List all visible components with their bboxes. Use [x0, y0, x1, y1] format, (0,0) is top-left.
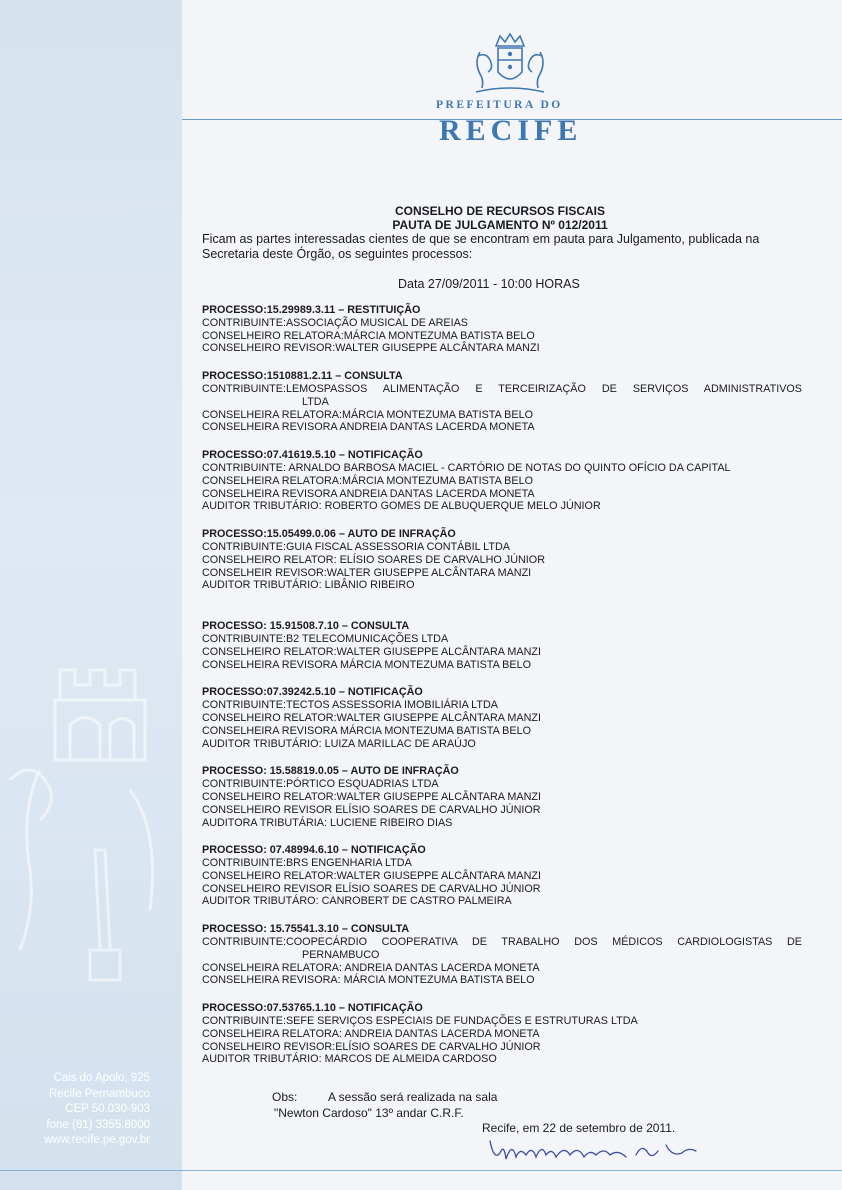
process-line: CONSELHEIRO RELATOR:WALTER GIUSEPPE ALCÂNTARA MANZI — [202, 711, 541, 724]
process-line: AUDITOR TRIBUTÁRO: CANROBERT DE CASTRO PALMEIRA — [202, 895, 512, 908]
process-line: CONSELHEIRO REVISOR:ELÍSIO SOARES DE CARVALHO JÚNIOR — [202, 1040, 541, 1053]
process-header: PROCESSO:1510881.2.11 – CONSULTA — [202, 370, 403, 383]
process-line: CONSELHEIRO RELATOR:WALTER GIUSEPPE ALCÂNTARA MANZI — [202, 645, 541, 658]
process-header: PROCESSO:07.53765.1.10 – NOTIFICAÇÃO — [202, 1002, 423, 1015]
process-line: AUDITOR TRIBUTÁRIO: LIBÂNIO RIBEIRO — [202, 579, 415, 592]
process-line: CONSELHEIRA REVISORA MÁRCIA MONTEZUMA BATISTA BELO — [202, 724, 531, 737]
process-line: CONTRIBUINTE:TECTOS ASSESSORIA IMOBILIÁRIA LTDA — [202, 699, 498, 712]
process-line: PERNAMBUCO — [302, 948, 380, 961]
process-header: PROCESSO:07.41619.5.10 – NOTIFICAÇÃO — [202, 449, 423, 462]
process-line: CONSELHEIRA REVISORA ANDREIA DANTAS LACERDA MONETA — [202, 421, 535, 434]
process-line: CONSELHEIRA RELATORA: ANDREIA DANTAS LACERDA MONETA — [202, 1027, 540, 1040]
process-line: AUDITOR TRIBUTÁRIO: ROBERTO GOMES DE ALBUQUERQUE MELO JÚNIOR — [202, 500, 601, 513]
obs-label: Obs: — [272, 1090, 298, 1104]
process-line: CONSELHEIRA REVISORA MÁRCIA MONTEZUMA BATISTA BELO — [202, 658, 531, 671]
process-line: CONSELHEIRA RELATORA:MÁRCIA MONTEZUMA BATISTA BELO — [202, 408, 533, 421]
process-header: PROCESSO:15.29989.3.11 – RESTITUIÇÃO — [202, 304, 421, 316]
place-and-date: Recife, em 22 de setembro de 2011. — [482, 1121, 676, 1135]
process-line: CONTRIBUINTE: ARNALDO BARBOSA MACIEL - CARTÓRIO DE NOTAS DO QUINTO OFÍCIO DA CAPITAL — [202, 461, 731, 474]
process-line: CONSELHEIRA REVISORA: MÁRCIA MONTEZUMA BATISTA BELO — [202, 974, 535, 987]
process-entry — [202, 1002, 802, 1066]
address-website: www.recife.pe.gov.br — [44, 1134, 150, 1147]
process-entry — [202, 449, 802, 513]
process-line: CONTRIBUINTE:GUIA FISCAL ASSESSORIA CONTÁBIL LTDA — [202, 540, 510, 553]
process-entry — [202, 686, 802, 750]
process-entry — [202, 528, 802, 592]
process-entry — [202, 923, 802, 987]
document-subtitle: PAUTA DE JULGAMENTO Nº 012/2011 — [392, 218, 608, 232]
obs-room: "Newton Cardoso" 13º andar C.R.F. — [274, 1106, 464, 1120]
session-date: Data 27/09/2011 - 10:00 HORAS — [398, 277, 580, 291]
process-header: PROCESSO: 07.48994.6.10 – NOTIFICAÇÃO — [202, 844, 426, 857]
process-line: CONSELHEIRO REVISOR ELÍSIO SOARES DE CARVALHO JÚNIOR — [202, 803, 541, 816]
intro-paragraph: Ficam as partes interessadas cientes de que se encontram em pauta para Julgamento, publicada na Secretaria deste Órgão, os seguintes processos: — [202, 232, 760, 261]
coat-of-arms-logo — [470, 32, 550, 98]
process-line: CONSELHEIRA RELATORA: ANDREIA DANTAS LACERDA MONETA — [202, 961, 540, 974]
address-phone: fone (81) 3355.8000 — [46, 1118, 150, 1131]
header-prefeitura: PREFEITURA DO — [436, 99, 563, 111]
process-line: CONSELHEIR REVISOR:WALTER GIUSEPPE ALCÂNTARA MANZI — [202, 566, 532, 579]
process-header: PROCESSO: 15.91508.7.10 – CONSULTA — [202, 620, 410, 633]
process-entry — [202, 304, 802, 355]
process-line: CONSELHEIRO RELATOR: ELÍSIO SOARES DE CARVALHO JÚNIOR — [202, 553, 545, 566]
process-line: CONTRIBUINTE:PÓRTICO ESQUADRIAS LTDA — [202, 778, 439, 791]
obs-text: A sessão será realizada na sala — [328, 1090, 498, 1104]
process-line: CONTRIBUINTE:COOPECÁRDIO COOPERATIVA DE TRABALHO DOS MÉDICOS CARDIOLOGISTAS DE — [202, 936, 802, 949]
process-line: CONTRIBUINTE:SEFE SERVIÇOS ESPECIAIS DE FUNDAÇÕES E ESTRUTURAS LTDA — [202, 1015, 638, 1028]
process-entry — [202, 370, 802, 434]
process-line: CONSELHEIRA RELATORA:MÁRCIA MONTEZUMA BATISTA BELO — [202, 474, 533, 487]
header-city-name: RECIFE — [439, 114, 583, 147]
process-line: LTDA — [302, 395, 329, 408]
process-line: AUDITOR TRIBUTÁRIO: MARCOS DE ALMEIDA CARDOSO — [202, 1053, 497, 1066]
address-street: Cais do Apolo, 925 — [53, 1072, 150, 1084]
handwritten-signature — [486, 1133, 701, 1167]
process-entry — [202, 620, 802, 671]
document-title: CONSELHO DE RECURSOS FISCAIS — [394, 204, 606, 218]
process-header: PROCESSO:15.05499.0.06 – AUTO DE INFRAÇÃO — [202, 528, 456, 541]
process-entry — [202, 765, 802, 829]
process-list — [202, 304, 802, 1066]
process-entry — [202, 844, 802, 908]
process-line: CONSELHEIRO REVISOR ELÍSIO SOARES DE CARVALHO JÚNIOR — [202, 882, 541, 895]
process-line: CONTRIBUINTE:LEMOSPASSOS ALIMENTAÇÃO E TERCEIRIZAÇÃO DE SERVIÇOS ADMINISTRATIVOS — [202, 382, 802, 395]
process-line: CONSELHEIRO REVISOR:WALTER GIUSEPPE ALCÂNTARA MANZI — [202, 342, 540, 355]
process-line: CONTRIBUINTE:B2 TELECOMUNICAÇÕES LTDA — [202, 632, 449, 645]
process-line: CONSELHEIRO RELATORA:MÁRCIA MONTEZUMA BATISTA BELO — [202, 329, 535, 342]
address-cep: CEP 50.030-903 — [65, 1103, 150, 1116]
process-header: PROCESSO:07.39242.5.10 – NOTIFICAÇÃO — [202, 686, 423, 699]
left-sidebar-band — [0, 0, 182, 1190]
process-header: PROCESSO: 15.58819.0.05 – AUTO DE INFRAÇÃO — [202, 765, 459, 778]
address-city: Recife Pernambuco — [49, 1087, 150, 1100]
bottom-divider — [0, 1170, 842, 1171]
process-line: CONSELHEIRO RELATOR:WALTER GIUSEPPE ALCÂNTARA MANZI — [202, 790, 541, 803]
process-line: AUDITOR TRIBUTÁRIO: LUIZA MARILLAC DE ARAÚJO — [202, 737, 476, 750]
process-header: PROCESSO: 15.75541.3.10 – CONSULTA — [202, 923, 410, 936]
process-line: CONTRIBUINTE:BRS ENGENHARIA LTDA — [202, 857, 412, 870]
process-line: CONSELHEIRO RELATOR:WALTER GIUSEPPE ALCÂNTARA MANZI — [202, 869, 541, 882]
process-line: CONTRIBUINTE:ASSOCIAÇÃO MUSICAL DE AREIAS — [202, 316, 468, 329]
process-line: AUDITORA TRIBUTÁRIA: LUCIENE RIBEIRO DIAS — [202, 816, 453, 829]
contact-address-block — [0, 1071, 150, 1149]
process-line: CONSELHEIRA REVISORA ANDREIA DANTAS LACERDA MONETA — [202, 487, 535, 500]
